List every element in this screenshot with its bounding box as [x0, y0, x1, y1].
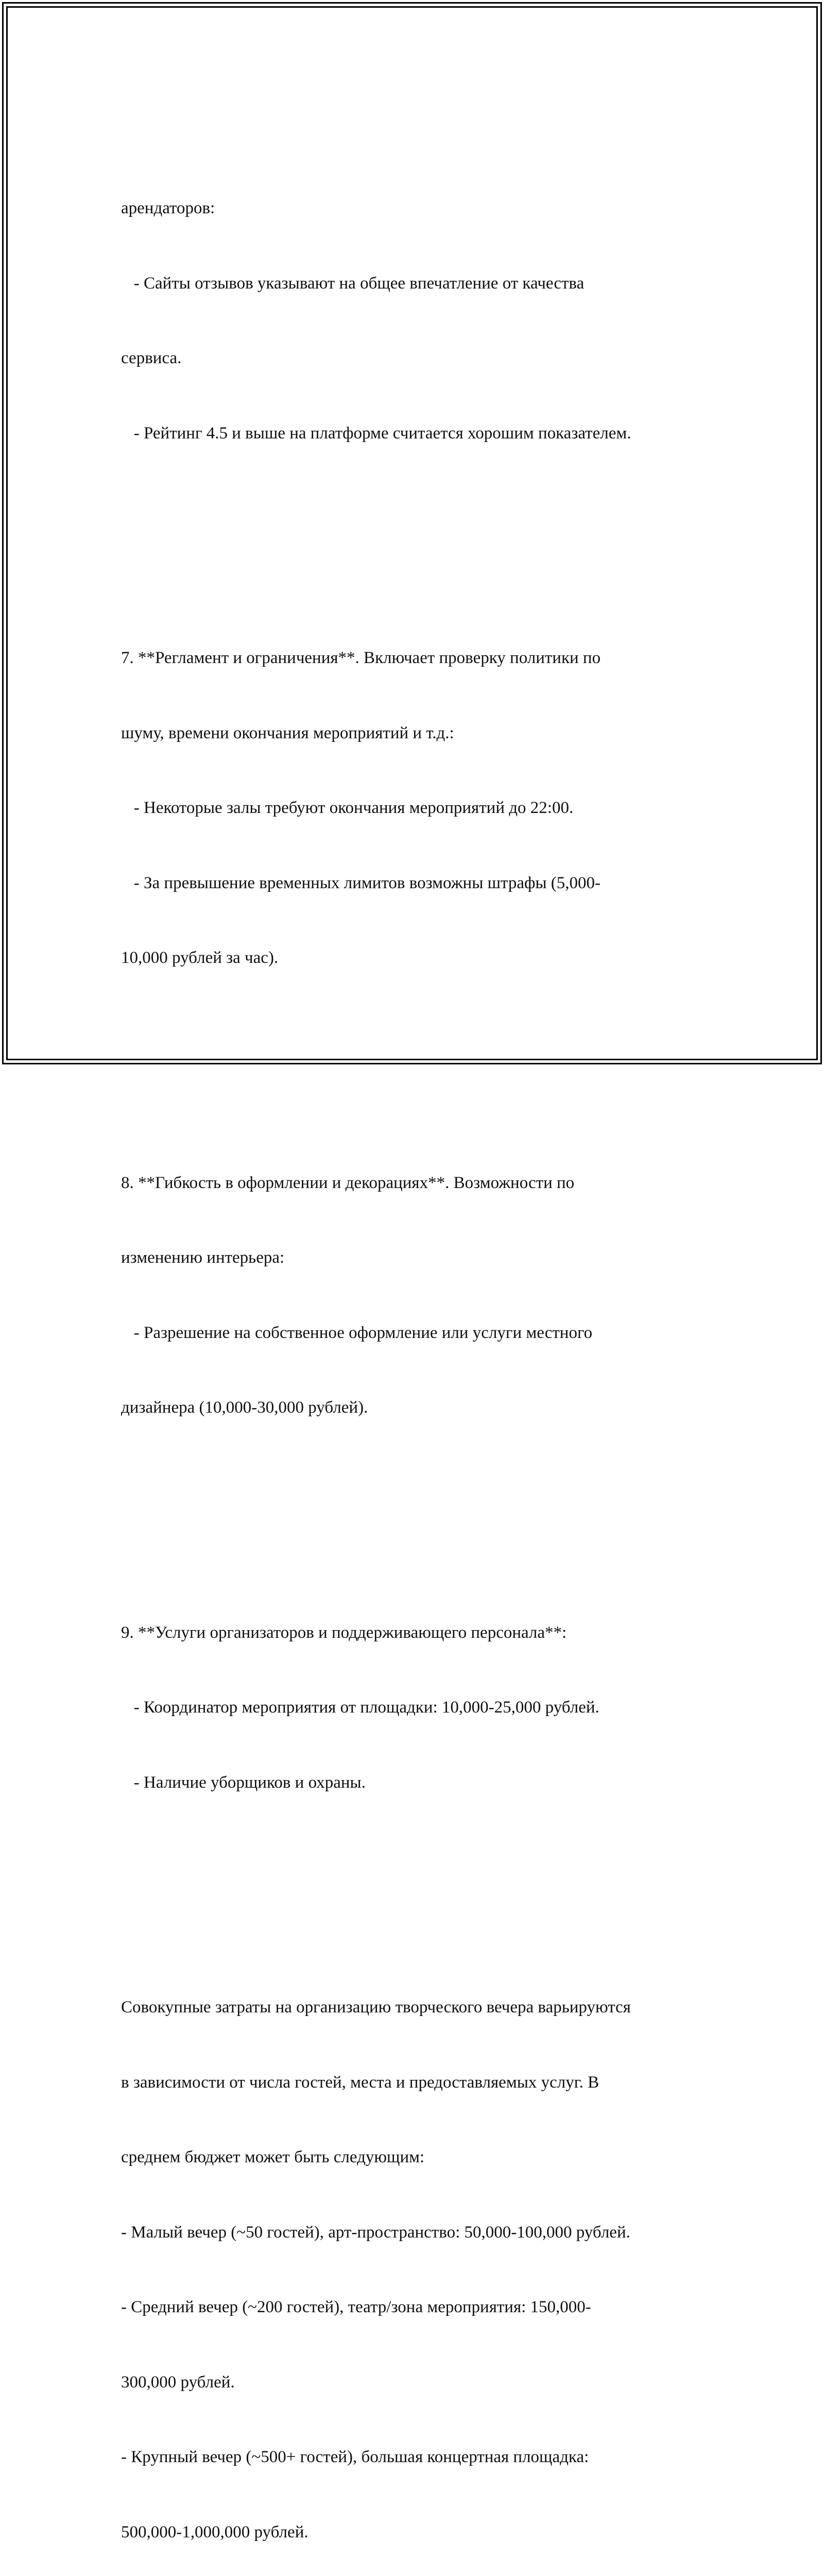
paragraph-decor-flexibility — [121, 1121, 703, 1470]
text-line: - Средний вечер (~200 гостей), театр/зона мероприятия: 150,000- — [121, 2298, 591, 2316]
text-line: 8. **Гибкость в оформлении и декорациях**. Возможности по — [121, 1173, 575, 1192]
text-line: - Координатор мероприятия от площадки: 10,000-25,000 рублей. — [121, 1698, 599, 1717]
text-line: - Крупный вечер (~500+ гостей), большая концертная площадка: — [121, 2448, 589, 2466]
text-line: 7. **Регламент и ограничения**. Включает проверку политики по — [121, 649, 601, 667]
text-line: среднем бюджет может быть следующим: — [121, 2148, 425, 2166]
text-line: изменению интерьера: — [121, 1248, 285, 1267]
document-body — [121, 96, 703, 2576]
text-line: сервиса. — [121, 349, 182, 367]
text-line: - Некоторые залы требуют окончания мероприятий до 22:00. — [121, 799, 574, 817]
text-line: дизайнера (10,000-30,000 рублей). — [121, 1398, 368, 1417]
paragraph-total-costs — [121, 1945, 703, 2576]
text-line: шуму, времени окончания мероприятий и т.д.: — [121, 723, 454, 742]
text-line: - Рейтинг 4.5 и выше на платформе считается хорошим показателем. — [121, 423, 631, 443]
text-line: - Разрешение на собственное оформление или услуги местного — [121, 1323, 593, 1342]
text-line: - Малый вечер (~50 гостей), арт-пространство: 50,000-100,000 рублей. — [121, 2223, 630, 2242]
text-line: - Наличие уборщиков и охраны. — [121, 1773, 366, 1792]
text-line: - За превышение временных лимитов возможны штрафы (5,000- — [121, 873, 601, 892]
text-line: 300,000 рублей. — [121, 2372, 235, 2392]
text-line: 10,000 рублей за час). — [121, 948, 279, 967]
paragraph-staff-services — [121, 1570, 703, 1845]
text-line: 500,000-1,000,000 рублей. — [121, 2522, 308, 2541]
text-line: арендаторов: — [121, 199, 215, 217]
text-line: 9. **Услуги организаторов и поддерживающего персонала**: — [121, 1623, 567, 1642]
text-line: - Сайты отзывов указывают на общее впечатление от качества — [121, 274, 585, 293]
paragraph-review-sites — [121, 146, 703, 496]
text-line: Совокупные затраты на организацию творческого вечера варьируются — [121, 1998, 631, 2016]
paragraph-regulations — [121, 596, 703, 1021]
text-line: в зависимости от числа гостей, места и предоставляемых услуг. В — [121, 2073, 599, 2092]
